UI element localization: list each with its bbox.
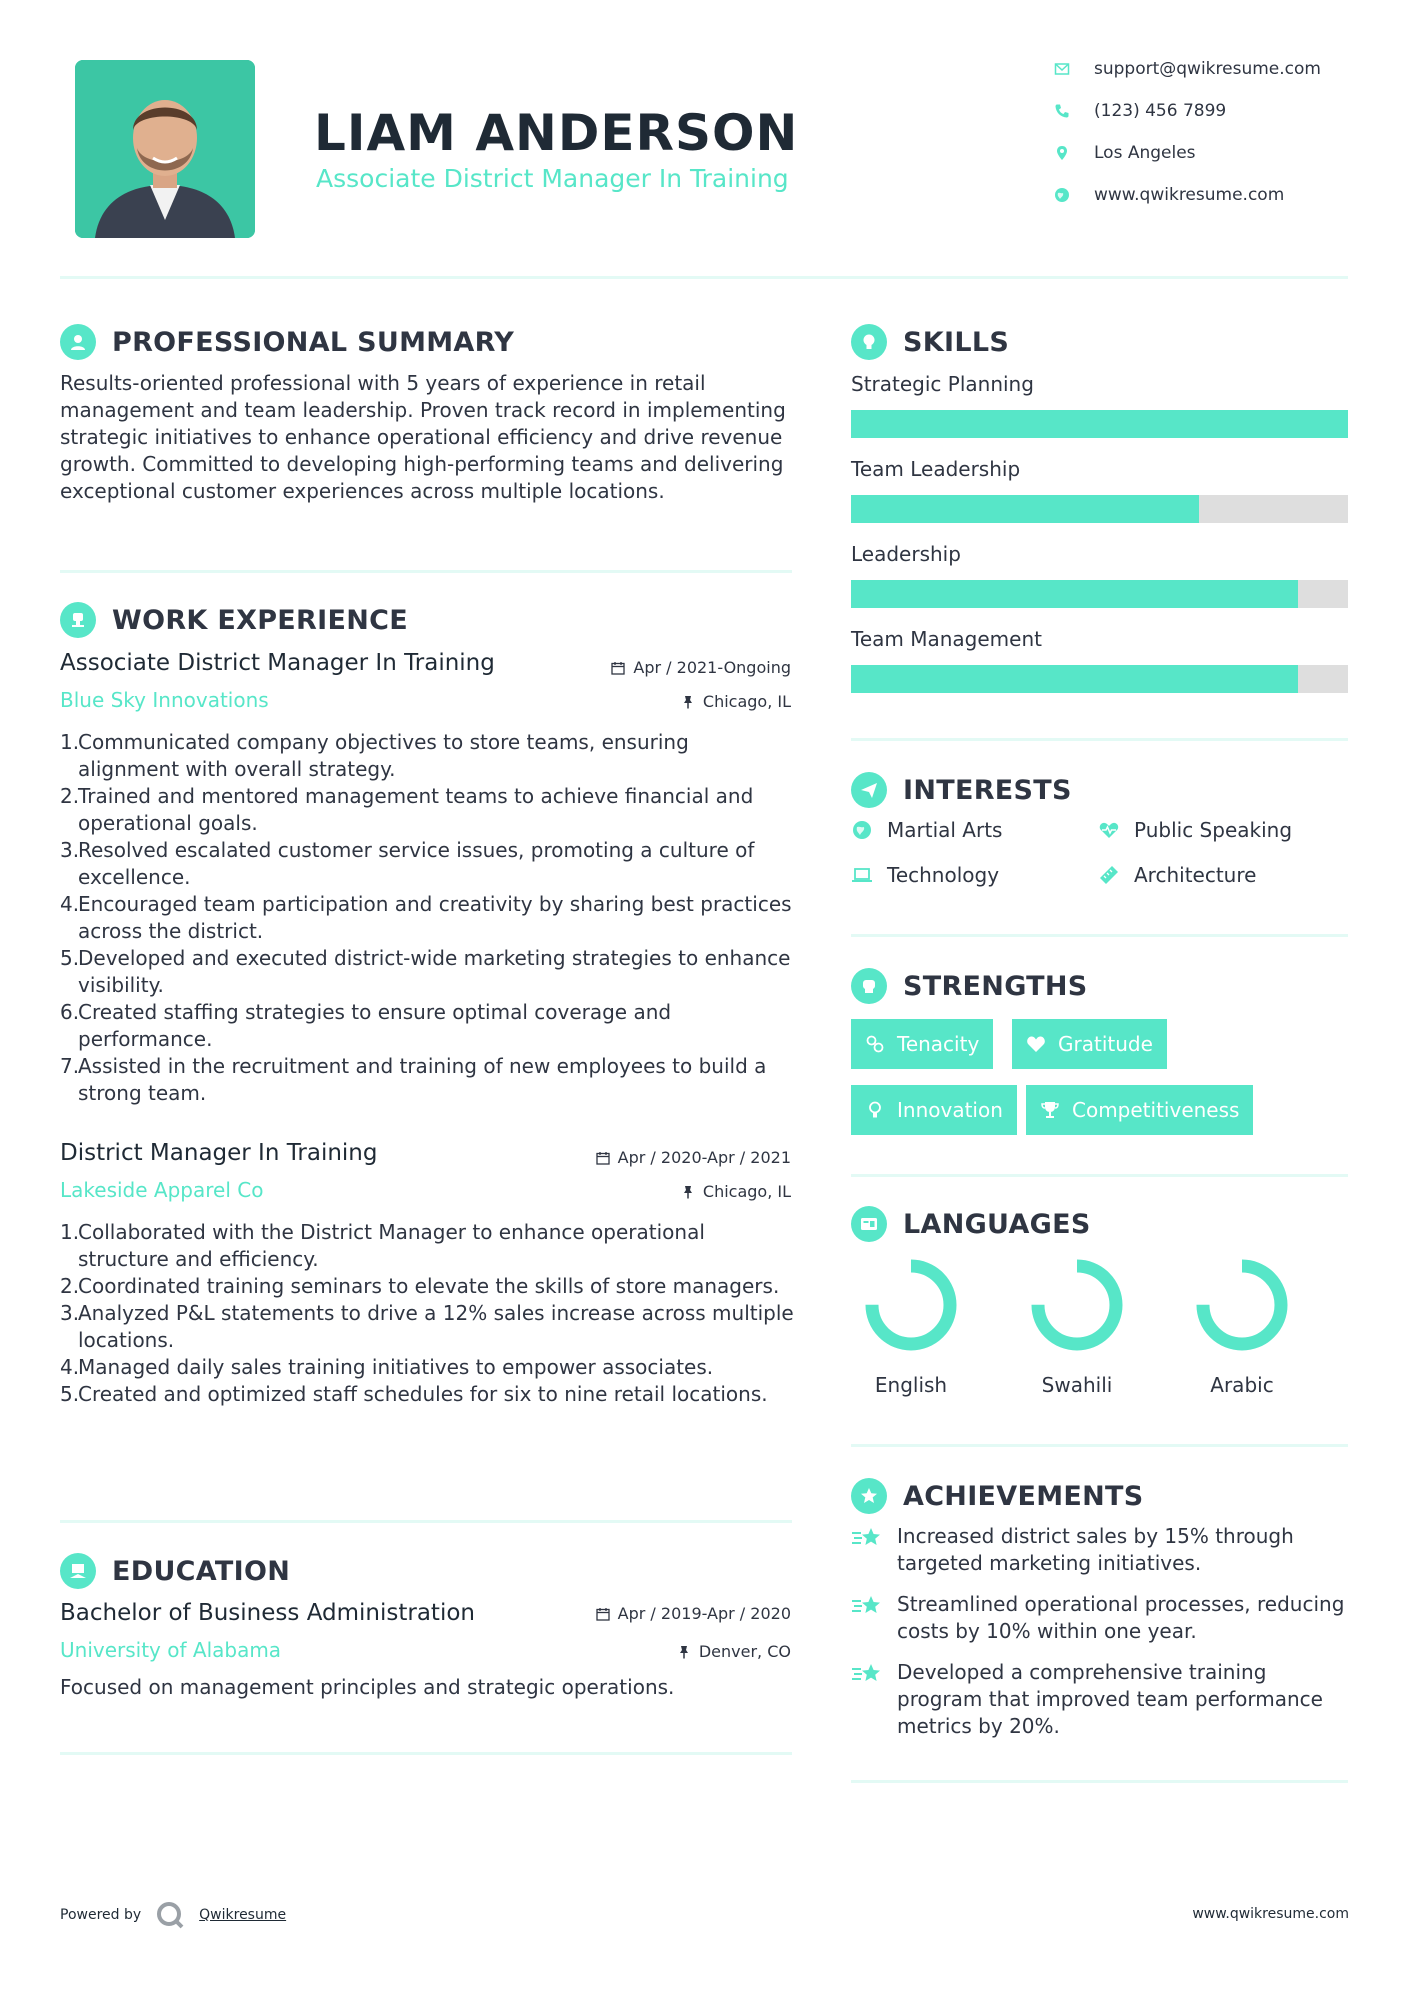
interest-martial-arts [851,818,1002,842]
ruler-icon [1098,864,1120,886]
qwikresume-logo-icon [155,1900,185,1930]
interest-label: Architecture [1134,863,1257,887]
pin-icon [681,695,695,709]
list-item: 2. Trained and mentored management teams to achieve financial and operational goals. [60,784,754,835]
list-item: 3. Resolved escalated customer service issues, promoting a culture of excellence. [60,838,755,889]
language-card-icon [851,1206,887,1242]
shooting-star-icon [851,1593,885,1623]
lightbulb-icon [865,1100,885,1120]
candidate-name: LIAM ANDERSON [314,104,799,162]
strength-tag-gratitude [1012,1019,1167,1069]
job-1-bullets [60,729,795,1107]
education-title: EDUCATION [112,1555,291,1587]
contact-location [1054,140,1354,166]
contact-email[interactable] [1054,56,1354,82]
work-heading [60,602,408,638]
link-icon [865,1034,885,1054]
list-item: 4. Encouraged team participation and creativity by sharing best practices across the district. [60,892,792,943]
gauge-arc [1038,1266,1116,1344]
language-name: Arabic [1210,1373,1274,1397]
list-item: 5. Developed and executed district-wide marketing strategies to enhance visibility. [60,946,791,997]
trophy-icon [1040,1100,1060,1120]
interest-label: Technology [887,863,1000,887]
star-badge-icon [851,1478,887,1514]
gauge-arc [872,1266,950,1344]
languages-divider [851,1444,1348,1447]
powered-by-text: Powered by [60,1907,142,1923]
strength-label: Innovation [897,1098,1003,1122]
job-2-location [520,1182,791,1201]
strengths-heading [851,968,1088,1004]
phone-icon [1054,103,1070,119]
education-school: University of Alabama [60,1638,282,1662]
work-divider [60,1520,792,1523]
achievement-text: Developed a comprehensive training program that improved team performance metrics by 20%. [897,1660,1323,1738]
language-arabic [1182,1255,1302,1397]
language-name: English [874,1373,948,1397]
person-photo-icon [75,60,255,238]
job-2-company: Lakeside Apparel Co [60,1178,264,1202]
skill-1-fill [851,410,1348,438]
job-2-date [520,1148,791,1167]
pin-icon [681,1185,695,1199]
skill-2-fill [851,495,1199,523]
footer-powered-by [60,1900,286,1930]
profile-photo [75,60,255,238]
heart-icon [1026,1034,1046,1054]
candidate-title: Associate District Manager In Training [316,164,789,193]
achievement-item [851,1591,1348,1645]
strength-label: Tenacity [897,1032,980,1056]
language-swahili [1017,1255,1137,1397]
list-item: 1. Collaborated with the District Manager to enhance operational structure and efficiency. [60,1220,705,1271]
list-item: 1. Communicated company objectives to store teams, ensuring alignment with overall strategy. [60,730,689,781]
achievement-text: Increased district sales by 15% through targeted marketing initiatives. [897,1524,1294,1575]
language-english-gauge [861,1255,961,1355]
contact-phone[interactable] [1054,98,1354,124]
skills-divider [851,738,1348,741]
calendar-icon [611,661,625,675]
achievements-title: ACHIEVEMENTS [903,1480,1144,1512]
footer-url[interactable]: www.qwikresume.com [1192,1906,1349,1922]
job-1-location-text: Chicago, IL [702,692,791,711]
summary-heading [60,324,514,360]
gauge-arc [1203,1266,1281,1344]
education-location-text: Denver, CO [698,1642,791,1661]
job-2-bullets [60,1219,795,1408]
interests-title: INTERESTS [903,774,1072,806]
list-item: 2. Coordinated training seminars to elevate the skills of store managers. [60,1274,780,1298]
contact-website-text: www.qwikresume.com [1094,185,1285,205]
calendar-icon [596,1151,610,1165]
education-divider [60,1752,792,1755]
header-divider [60,276,1348,279]
achievement-item [851,1659,1348,1740]
summary-divider [60,570,792,573]
education-description: Focused on management principles and strategic operations. [60,1675,675,1699]
job-1-date [520,658,791,677]
skill-1-label: Strategic Planning [851,372,1034,396]
shooting-star-icon [851,1525,885,1555]
education-degree: Bachelor of Business Administration [60,1600,475,1626]
contact-phone-text: (123) 456 7899 [1094,101,1227,121]
skills-heading [851,324,1009,360]
skill-4-label: Team Management [851,627,1042,651]
list-item: 3. Analyzed P&L statements to drive a 12% sales increase across multiple locations. [60,1301,794,1352]
interest-label: Public Speaking [1134,818,1293,842]
languages-heading [851,1206,1091,1242]
language-swahili-gauge [1027,1255,1127,1355]
interest-public-speaking [1098,818,1292,842]
list-item: 5. Created and optimized staff schedules for six to nine retail locations. [60,1382,768,1406]
language-name: Swahili [1041,1373,1113,1397]
qwikresume-link[interactable]: Qwikresume [199,1907,287,1923]
job-1-location [520,692,791,711]
interests-heading [851,772,1072,808]
shooting-star-icon [851,1661,885,1691]
strength-tag-competitiveness [1026,1085,1253,1135]
strength-label: Competitiveness [1072,1098,1240,1122]
achievements-heading [851,1478,1144,1514]
paper-plane-icon [851,772,887,808]
fist-icon [851,968,887,1004]
skill-4-bar [851,665,1348,693]
job-1-company: Blue Sky Innovations [60,688,269,712]
contact-website[interactable] [1054,182,1354,208]
skill-3-fill [851,580,1298,608]
contact-email-text: support@qwikresume.com [1094,59,1321,79]
globe-icon [851,819,873,841]
email-icon [1054,61,1070,77]
location-icon [1054,145,1070,161]
interest-label: Martial Arts [887,818,1003,842]
job-2-title: District Manager In Training [60,1140,378,1166]
calendar-icon [596,1607,610,1621]
strength-tag-tenacity [851,1019,993,1069]
summary-text: Results-oriented professional with 5 years of experience in retail management and team leadership. Proven track record in implementing strategic initiatives to enhance operational efficiency and drive revenue growth. Committed to developing high-performing teams and delivering exceptional customer experiences across multiple locations. [60,371,786,503]
skill-3-label: Leadership [851,542,961,566]
language-arabic-gauge [1192,1255,1292,1355]
work-title: WORK EXPERIENCE [112,604,408,636]
education-heading [60,1553,290,1589]
strength-tag-innovation [851,1085,1017,1135]
pin-icon [677,1645,691,1659]
job-1-title: Associate District Manager In Training [60,650,495,676]
list-item: 6. Created staffing strategies to ensure optimal coverage and performance. [60,1000,672,1051]
language-english [851,1255,971,1397]
languages-title: LANGUAGES [903,1208,1091,1240]
laptop-icon [851,864,873,886]
briefcase-icon [60,602,96,638]
interest-technology [851,863,999,887]
strengths-title: STRENGTHS [903,970,1088,1002]
lightbulb-icon [851,324,887,360]
skill-1-bar [851,410,1348,438]
achievements-divider [851,1780,1348,1783]
achievement-text: Streamlined operational processes, reducing costs by 10% within one year. [897,1592,1345,1643]
contact-location-text: Los Angeles [1094,143,1196,163]
interest-architecture [1098,863,1256,887]
job-2-location-text: Chicago, IL [702,1182,791,1201]
skill-2-bar [851,495,1348,523]
globe-icon [1054,187,1070,203]
achievement-item [851,1523,1348,1577]
education-date [520,1604,791,1623]
graduation-icon [60,1553,96,1589]
heartbeat-icon [1098,819,1120,841]
skill-2-label: Team Leadership [851,457,1021,481]
skills-title: SKILLS [903,326,1010,358]
education-location [520,1642,791,1661]
summary-title: PROFESSIONAL SUMMARY [112,326,515,358]
strengths-divider [851,1174,1348,1177]
job-2-date-text: Apr / 2020-Apr / 2021 [617,1148,791,1167]
interests-divider [851,934,1348,937]
strength-label: Gratitude [1058,1032,1153,1056]
list-item: 4. Managed daily sales training initiatives to empower associates. [60,1355,714,1379]
skill-4-fill [851,665,1298,693]
job-1-date-text: Apr / 2021-Ongoing [633,658,791,677]
skill-3-bar [851,580,1348,608]
list-item: 7. Assisted in the recruitment and training of new employees to build a strong team. [60,1054,767,1105]
user-icon [60,324,96,360]
education-date-text: Apr / 2019-Apr / 2020 [617,1604,791,1623]
